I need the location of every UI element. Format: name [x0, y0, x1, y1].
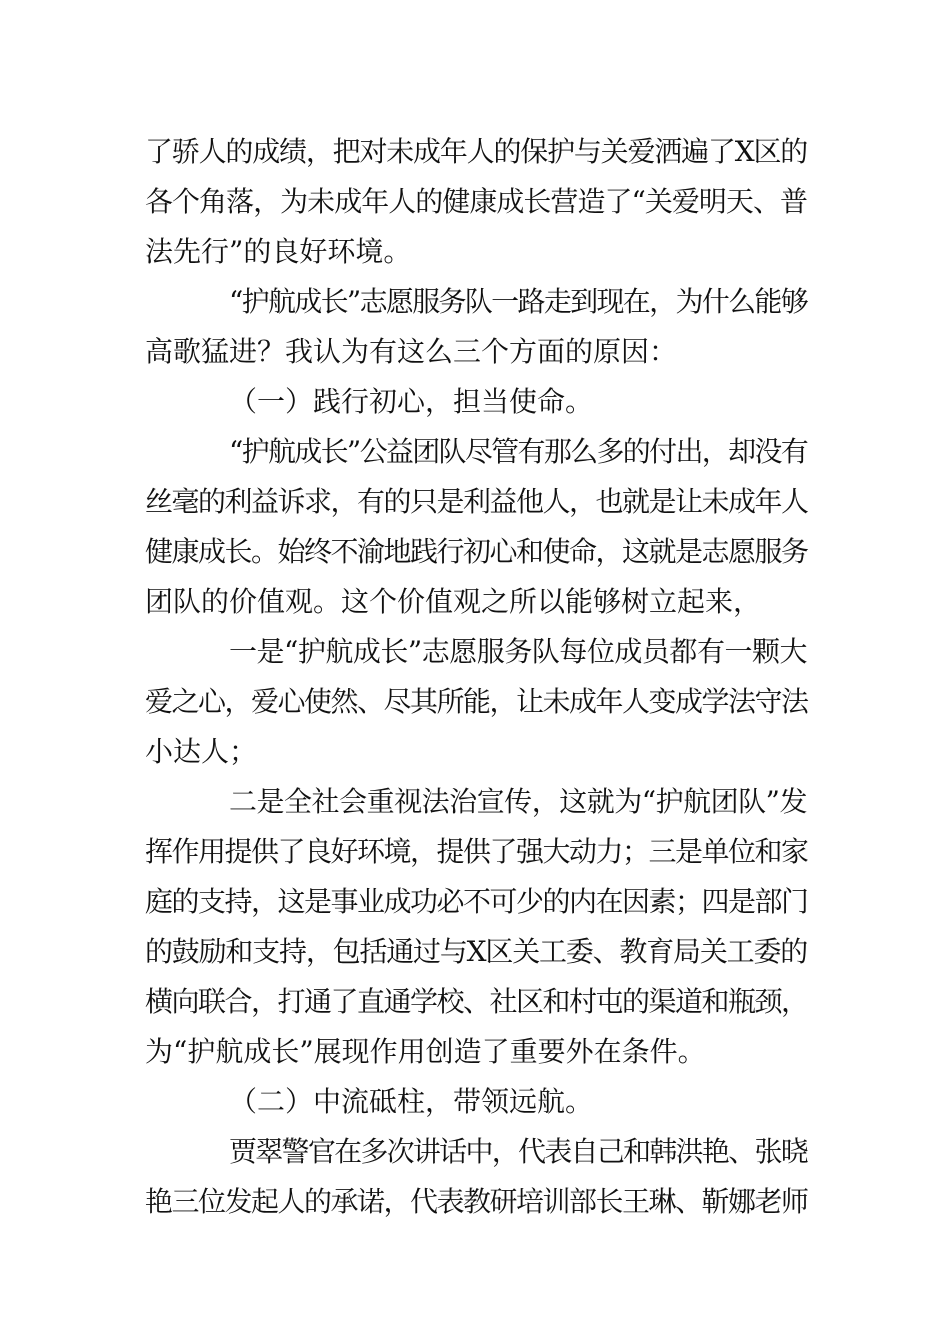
text-line: 二是全社会重视法治宣传，这就为“护航团队”发 — [229, 785, 807, 818]
text-line: 庭的支持，这是事业成功必不可少的内在因素；四是部门 — [145, 885, 808, 918]
text-line: 挥作用提供了良好环境，提供了强大动力；三是单位和家 — [145, 835, 808, 868]
text-line: “护航成长”志愿服务队一路走到现在，为什么能够 — [229, 285, 807, 318]
text-line: 丝毫的利益诉求，有的只是利益他人，也就是让未成年人 — [145, 485, 808, 518]
text-line: 爱之心，爱心使然、尽其所能，让未成年人变成学法守法 — [145, 685, 808, 718]
text-line: 的鼓励和支持，包括通过与X区关工委、教育局关工委的 — [145, 935, 807, 968]
text-line: 团队的价值观。这个价值观之所以能够树立起来， — [145, 585, 762, 618]
text-line: 各个角落，为未成年人的健康成长营造了“关爱明天、普 — [145, 185, 807, 218]
section-heading: （一）践行初心，担当使命。 — [229, 385, 594, 418]
text-line: 一是“护航成长”志愿服务队每位成员都有一颗大 — [229, 635, 807, 668]
section-heading: （二）中流砥柱，带领远航。 — [229, 1085, 594, 1118]
text-line: 健康成长。始终不渝地践行初心和使命，这就是志愿服务 — [145, 535, 808, 568]
text-line: 了骄人的成绩，把对未成年人的保护与关爱洒遍了X区的 — [145, 135, 807, 168]
text-line: 为“护航成长”展现作用创造了重要外在条件。 — [145, 1035, 706, 1068]
text-line: 贾翠警官在多次讲话中，代表自己和韩洪艳、张晓 — [229, 1135, 807, 1168]
text-line: “护航成长”公益团队尽管有那么多的付出，却没有 — [229, 435, 807, 468]
text-line: 小达人； — [145, 735, 258, 768]
text-line: 艳三位发起人的承诺，代表教研培训部长王琳、靳娜老师 — [145, 1185, 808, 1218]
text-line: 高歌猛进？我认为有这么三个方面的原因： — [145, 335, 678, 368]
text-line: 横向联合，打通了直通学校、社区和村屯的渠道和瓶颈， — [145, 985, 808, 1018]
text-line: 法先行”的良好环境。 — [145, 235, 412, 268]
